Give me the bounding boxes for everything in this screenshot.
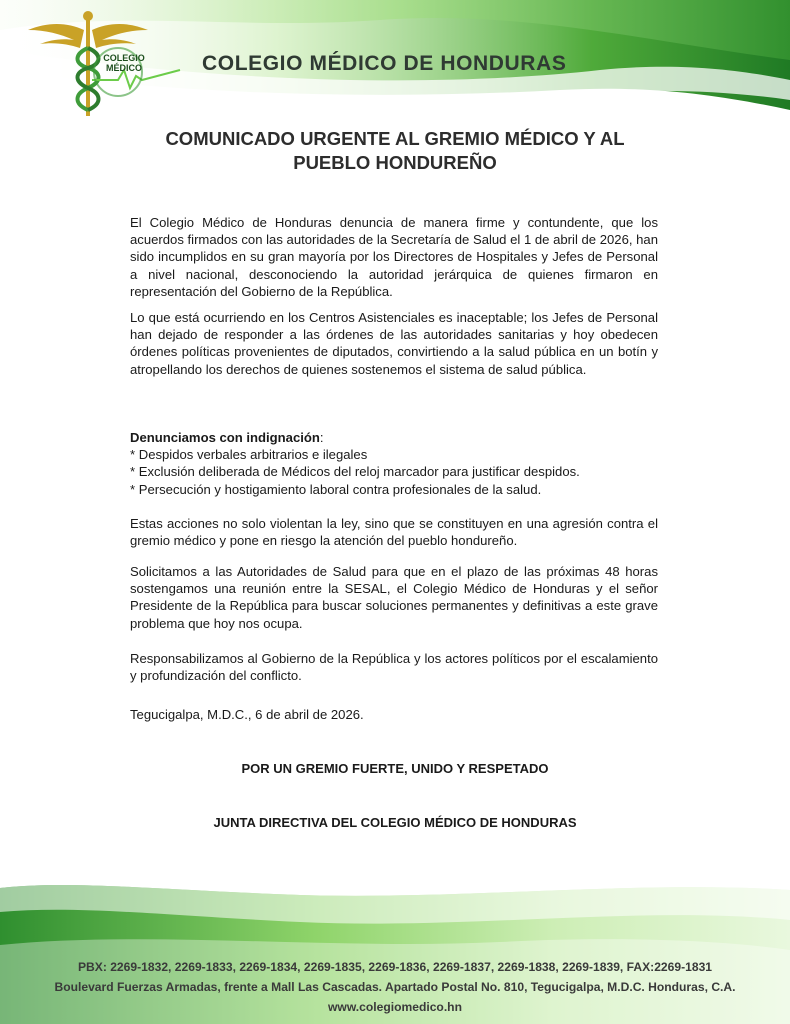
denounce-list [130, 446, 658, 498]
footer-website: www.colegiomedico.hn [328, 1000, 462, 1014]
document-title [130, 127, 660, 175]
footer-phones: PBX: 2269-1832, 2269-1833, 2269-1834, 2269-1835, 2269-1836, 2269-1837, 2269-1838, 2269-1839, FAX:2269-1831 [77, 960, 713, 974]
paragraph-4: Solicitamos a las Autoridades de Salud para que en el plazo de las próximas 48 horas sostengamos una reunión entre la SESAL, el Colegio Médico de Honduras y el señor Presidente de la República para buscar soluciones permanentes y definitivas a este grave problema que hoy nos ocupa. [130, 564, 658, 631]
footer-wave-decoration [0, 850, 790, 1024]
denounce-heading: Denunciamos con indignación [130, 430, 320, 445]
logo-text-line1: COLEGIO [103, 53, 145, 63]
list-item: * Persecución y hostigamiento laboral contra profesionales de la salud. [130, 481, 542, 497]
paragraph-5: Responsabilizamos al Gobierno de la República y los actores políticos por el escalamiento y profundización del conflicto. [130, 651, 658, 684]
title-line1: COMUNICADO URGENTE AL GREMIO MÉDICO Y AL [165, 128, 625, 149]
denounce-heading-colon: : [319, 430, 324, 445]
closing-slogan: POR UN GREMIO FUERTE, UNIDO Y RESPETADO [241, 761, 549, 776]
place-date: Tegucigalpa, M.D.C., 6 de abril de 2026. [130, 707, 364, 722]
footer-address: Boulevard Fuerzas Armadas, frente a Mall Las Cascadas. Apartado Postal No. 810, Tegucigalpa, M.D.C. Honduras, C.A. [54, 980, 736, 994]
denounce-section [130, 429, 658, 498]
paragraph-3: Estas acciones no solo violentan la ley, sino que se constituyen en una agresión contra el gremio médico y pone en riesgo la atención del pueblo hondureño. [130, 516, 658, 549]
title-line2: PUEBLO HONDUREÑO [293, 152, 497, 173]
paragraph-2: Lo que está ocurriendo en los Centros Asistenciales es inaceptable; los Jefes de Personal han dejado de responder a las órdenes de las autoridades sanitarias y hoy obedecen órdenes políticas provenientes de diputados, convirtiendo a la salud pública en un botín y atropellando los derechos de quienes sostenemos el sistema de salud pública. [130, 310, 658, 377]
organization-name: COLEGIO MÉDICO DE HONDURAS [202, 52, 567, 75]
list-item: * Despidos verbales arbitrarios e ilegales [130, 447, 368, 463]
list-item: * Exclusión deliberada de Médicos del reloj marcador para justificar despidos. [130, 464, 580, 480]
denounce-heading-row [130, 429, 658, 446]
signature-line: JUNTA DIRECTIVA DEL COLEGIO MÉDICO DE HONDURAS [213, 815, 577, 830]
paragraph-1: El Colegio Médico de Honduras denuncia de manera firme y contundente, que los acuerdos firmados con las autoridades de la Secretaría de Salud el 1 de abril de 2026, han sido incumplidos en su gran mayoría por los Directores de Hospitales y Jefes de Personal a nivel nacional, desconociendo la autoridad jerárquica de quienes firmaron en representación del Gobierno de la República. [130, 215, 658, 299]
logo-text-line2: MÉDICO [106, 63, 142, 73]
